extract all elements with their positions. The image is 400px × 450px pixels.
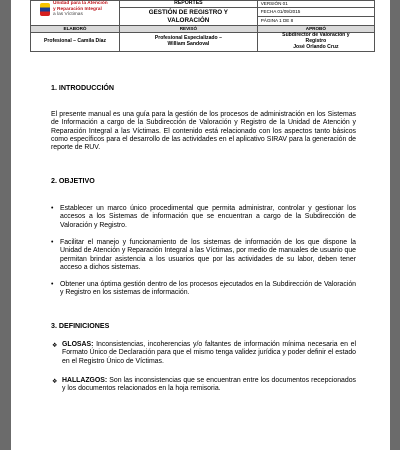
elaboro-name: Profesional – Camila Díaz <box>31 33 120 52</box>
objetivo-item-2: • Facilitar el manejo y funcionamiento de los sistemas de información de los que dispone la Unidad de Atención y Reparación Integral a las Víctimas, por medio de manuales de usuario que permitan brindar asistencia a los usuarios que por las actividades de su labor, deben tener acceso a dichos sistemas. <box>51 239 356 271</box>
objetivo-item-3: • Obtener una óptima gestión dentro de los procesos ejecutados en la Subdirección de Valoración y Registro en los sistemas de información. <box>51 281 356 297</box>
aprobo-header: APROBÓ <box>257 26 374 33</box>
diamond-bullet-icon: ❖ <box>52 379 58 385</box>
definition-glosas: ❖ GLOSAS: Inconsistencias, incoherencias y/o faltantes de información mínima necesaria en el Formato Único de Declaración para que el mismo tenga validez jurídica y poder definir el estado en el Registro Único de Víctimas. <box>52 341 356 365</box>
section-heading-objetivo: 2. OBJETIVO <box>51 177 95 185</box>
bullet-icon: • <box>51 205 54 212</box>
aprobo-name: Subdirector de Valoración y Registro José Orlando Cruz <box>257 33 374 52</box>
elaboro-header: ELABORÓ <box>31 26 120 33</box>
bullet-icon: • <box>51 239 54 246</box>
document-page <box>11 0 390 450</box>
logo-text: Unidad para la Atención y Reparación Integral a las Víctimas <box>53 1 108 18</box>
version-label: VERSIÓN 01 <box>257 1 374 8</box>
objetivo-item-1: • Establecer un marco único procedimental que permita administrar, controlar y gestionar los accesos a los Sistemas de información que se encuentran a cargo de la Subdirección de Valoración y Registro. <box>51 205 356 229</box>
definition-hallazgos: ❖ HALLAZGOS: Son las inconsistencias que se encuentran entre los documentos recepcionados y los documentos relacionados en la hoja remisoria. <box>52 377 356 393</box>
section-heading-introduccion: 1. INTRODUCCIÓN <box>51 84 115 92</box>
fecha-label: FECHA 01/09/2015 <box>257 8 374 17</box>
document-header-table <box>30 0 375 52</box>
unidad-victimas-logo-icon <box>40 3 50 16</box>
diamond-bullet-icon: ❖ <box>52 343 58 349</box>
section-heading-definiciones: 3. DEFINICIONES <box>51 322 110 330</box>
bullet-icon: • <box>51 281 54 288</box>
pagina-label: PÁGINA 1 DE 8 <box>257 17 374 26</box>
reviso-header: REVISÓ <box>120 26 258 33</box>
reviso-name: Profesional Especializado – William Sandoval <box>120 33 258 52</box>
doc-title: GESTIÓN DE REGISTRO Y VALORACIÓN <box>120 8 258 26</box>
logo-cell <box>31 1 120 26</box>
intro-paragraph: El presente manual es una guía para la gestión de los procesos de administración en los Sistemas de Información a cargo de la Subdirección de Valoración y Registro de la Unidad de Atención y Reparación Integral a las Víctimas. El contenido está relacionado con los aspectos tanto básicos como específicos para el desarrollo de las actividades en el aplicativo SIRAV para la generación de reporte de RUV. <box>51 111 356 152</box>
doc-type: REPORTES <box>120 1 258 8</box>
